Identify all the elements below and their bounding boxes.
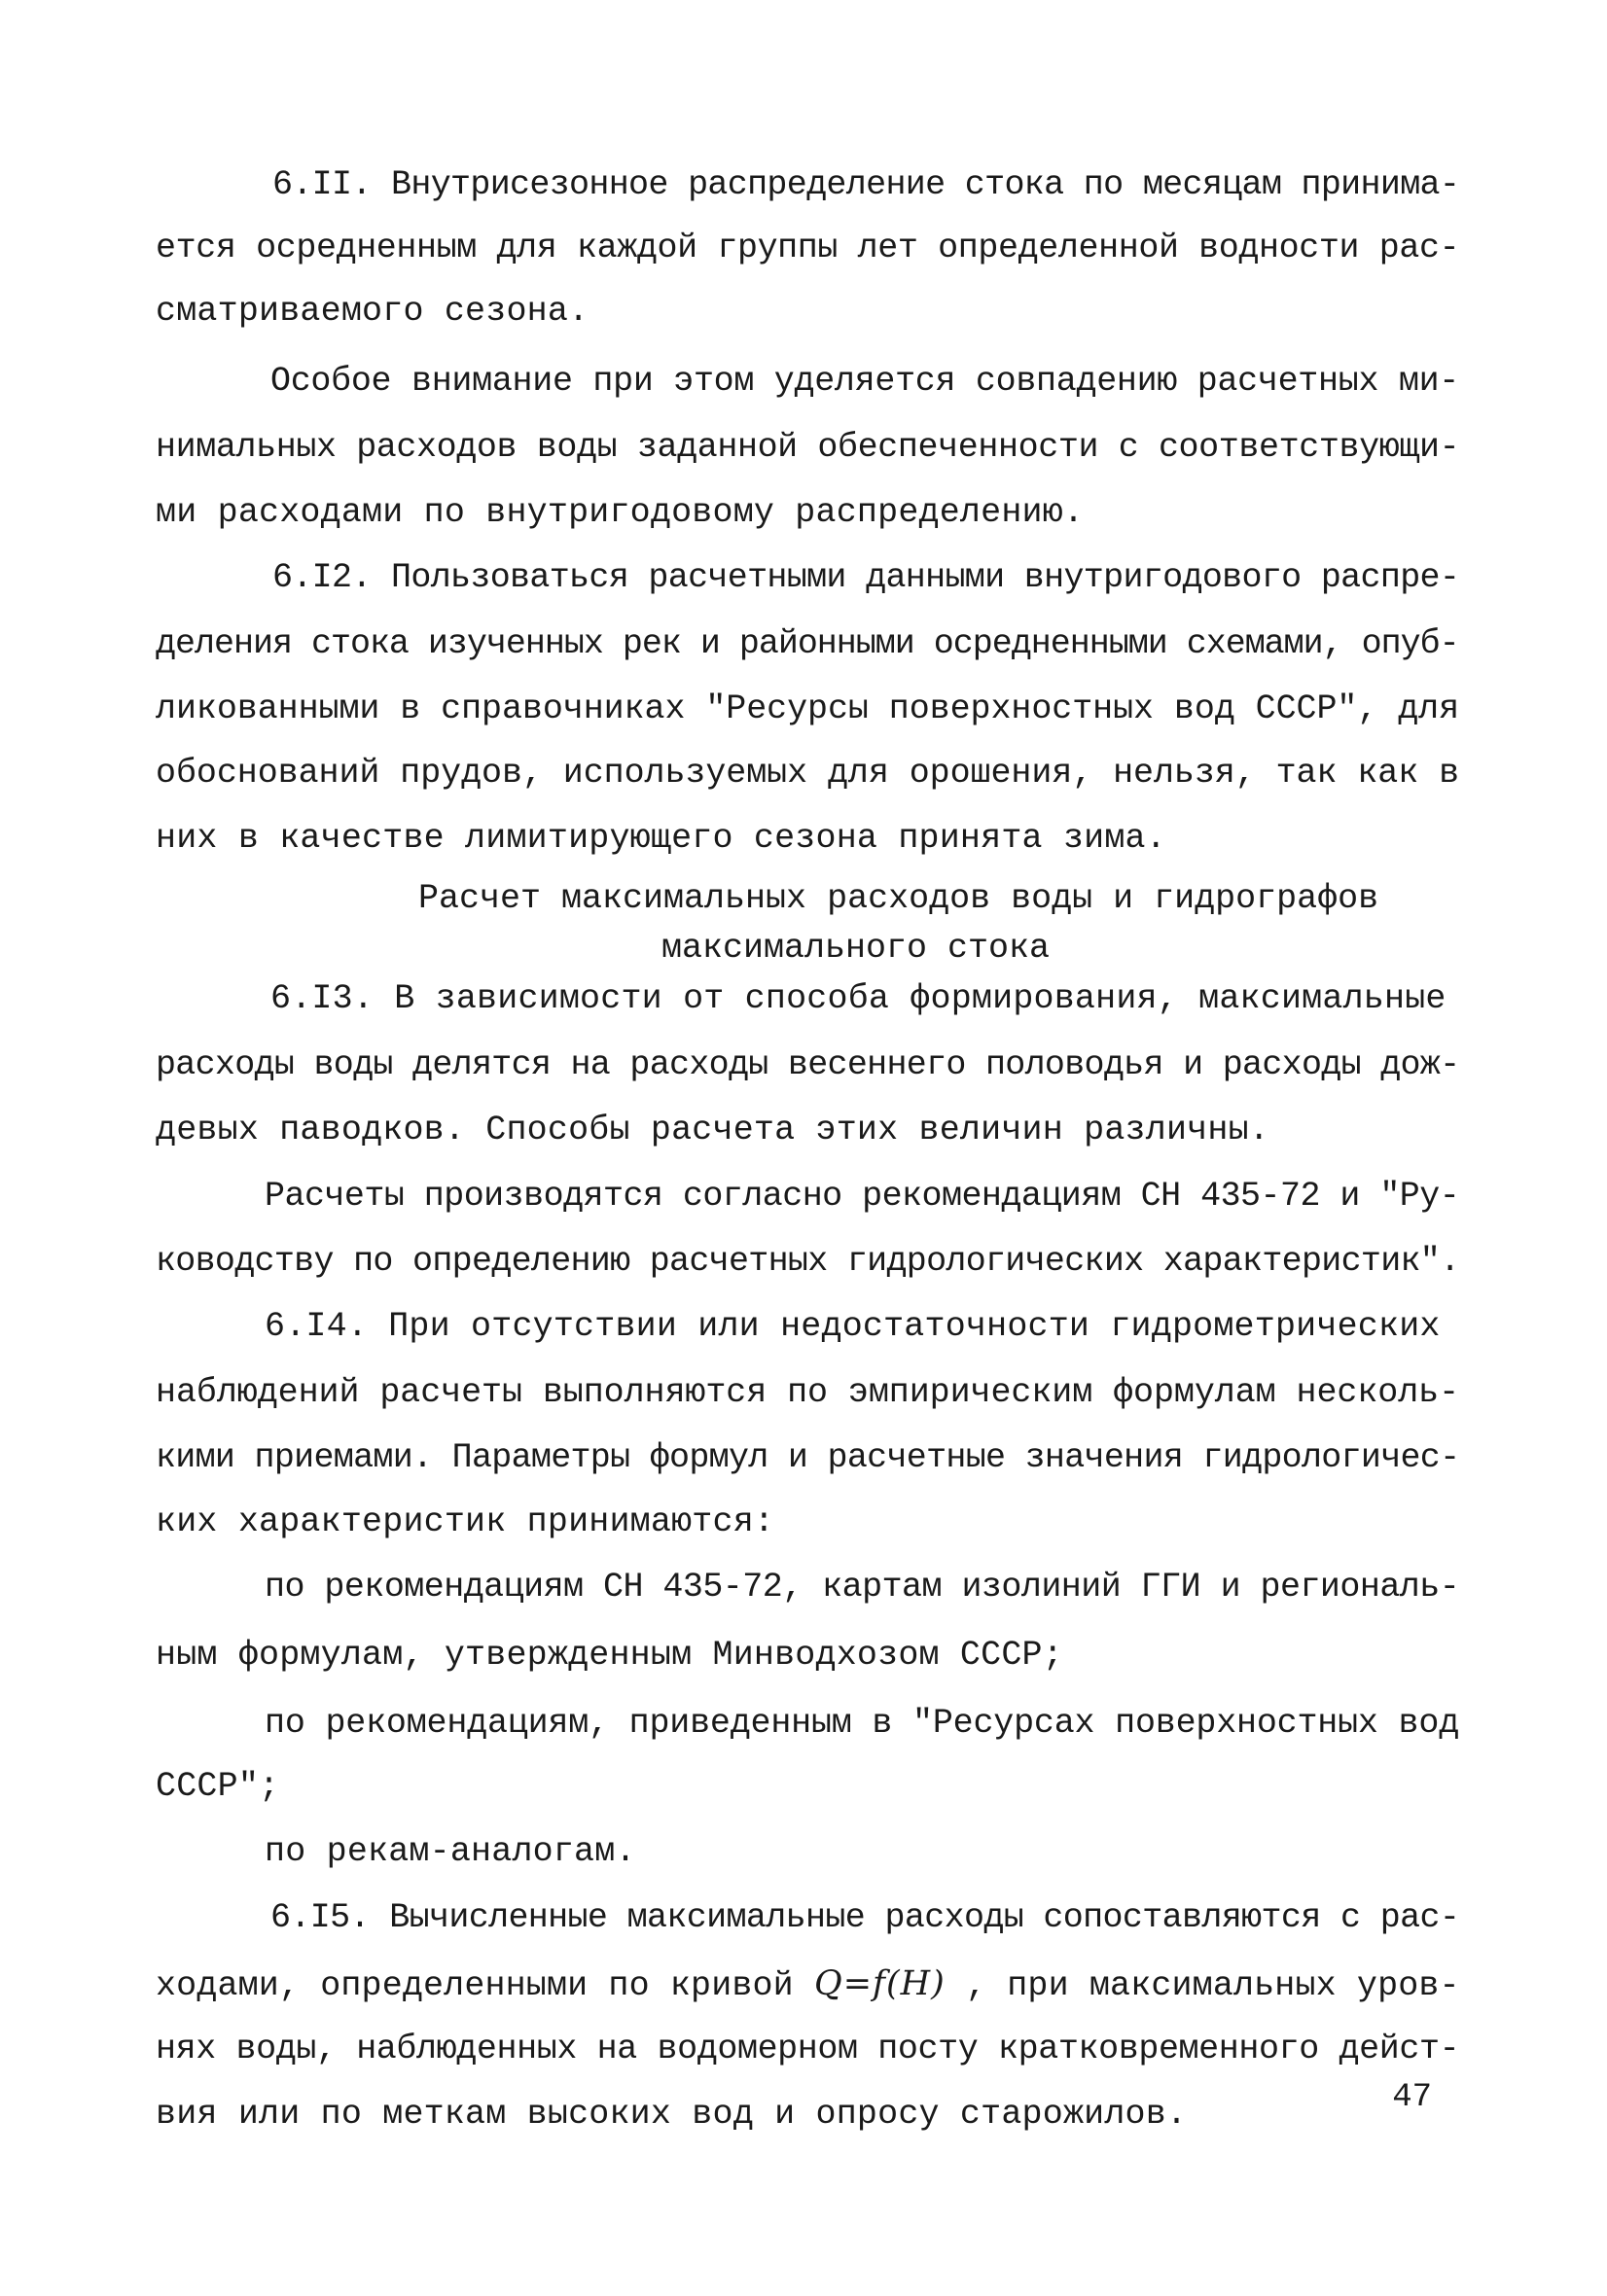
paragraph-6-14-line-3: кими приемами. Параметры формул и расчетные значения гидрологичес-: [156, 1438, 1460, 1477]
paragraph-calc-line-1: Расчеты производятся согласно рекомендациям СН 435-72 и "Ру-: [265, 1177, 1460, 1216]
list-item-3-line-1: по рекам-аналогам.: [265, 1832, 636, 1871]
paragraph-6-12-line-2: деления стока изученных рек и районными осредненными схемами, опуб-: [156, 624, 1459, 663]
paragraph-6-11-line-1: 6.II. Внутрисезонное распределение стока по месяцам принима-: [272, 165, 1460, 204]
paragraph-6-15-line-2-end: , при максимальных уров-: [945, 1966, 1460, 2005]
paragraph-attention-line-2: нимальных расходов воды заданной обеспеченности с соответствующи-: [156, 428, 1460, 467]
section-heading-line-1: Расчет максимальных расходов воды и гидрографов: [418, 879, 1379, 918]
paragraph-6-11-line-3: сматриваемого сезона.: [156, 292, 589, 331]
page-number: 47: [1392, 2079, 1432, 2116]
paragraph-6-12-line-3: ликованными в справочниках "Ресурсы поверхностных вод СССР", для: [156, 689, 1460, 728]
paragraph-6-14-line-2: наблюдений расчеты выполняются по эмпирическим формулам несколь-: [156, 1373, 1460, 1412]
section-heading-line-2: максимального стока: [661, 929, 1051, 968]
list-item-2-line-2: СССР";: [156, 1767, 280, 1806]
paragraph-6-15-line-3: нях воды, наблюденных на водомерном посту кратковременного дейст-: [156, 2030, 1460, 2068]
paragraph-6-13-line-3: девых паводков. Способы расчета этих величин различны.: [156, 1111, 1269, 1149]
paragraph-6-14-line-1: 6.I4. При отсутствии или недостаточности гидрометрических: [265, 1307, 1441, 1346]
paragraph-6-12-line-5: них в качестве лимитирующего сезона принята зима.: [156, 819, 1166, 858]
paragraph-6-15-line-1: 6.I5. Вычисленные максимальные расходы сопоставляются с рас-: [270, 1898, 1460, 1937]
list-item-1-line-1: по рекомендациям СН 435-72, картам изолиний ГГИ и региональ-: [265, 1568, 1460, 1607]
paragraph-6-13-line-2: расходы воды делятся на расходы весеннего половодья и расходы дож-: [156, 1045, 1460, 1084]
paragraph-6-15-line-4: вия или по меткам высоких вод и опросу старожилов.: [156, 2095, 1188, 2134]
paragraph-6-13-line-1: 6.I3. В зависимости от способа формирования, максимальные: [270, 979, 1446, 1018]
list-item-1-line-2: ным формулам, утвержденным Минводхозом СССР;: [156, 1636, 1063, 1675]
paragraph-6-15-line-2: [156, 1962, 1460, 2007]
paragraph-6-14-line-4: ких характеристик принимаются:: [156, 1502, 775, 1541]
paragraph-6-12-line-1: 6.I2. Пользоваться расчетными данными внутригодового распре-: [272, 558, 1460, 597]
formula-q-f-h: Q=f(H): [814, 1964, 946, 2003]
paragraph-6-12-line-4: обоснований прудов, используемых для орошения, нельзя, так как в: [156, 754, 1460, 793]
list-item-2-line-1: по рекомендациям, приведенным в "Ресурсах поверхностных вод: [265, 1704, 1460, 1743]
paragraph-6-11-line-2: ется осредненным для каждой группы лет определенной водности рас-: [156, 229, 1460, 267]
paragraph-calc-line-2: ководству по определению расчетных гидрологических характеристик".: [156, 1242, 1460, 1281]
paragraph-6-15-line-2-start: ходами, определенными по кривой: [156, 1966, 814, 2005]
paragraph-attention-line-1: Особое внимание при этом уделяется совпадению расчетных ми-: [270, 362, 1460, 401]
paragraph-attention-line-3: ми расходами по внутригодовому распределению.: [156, 493, 1085, 532]
